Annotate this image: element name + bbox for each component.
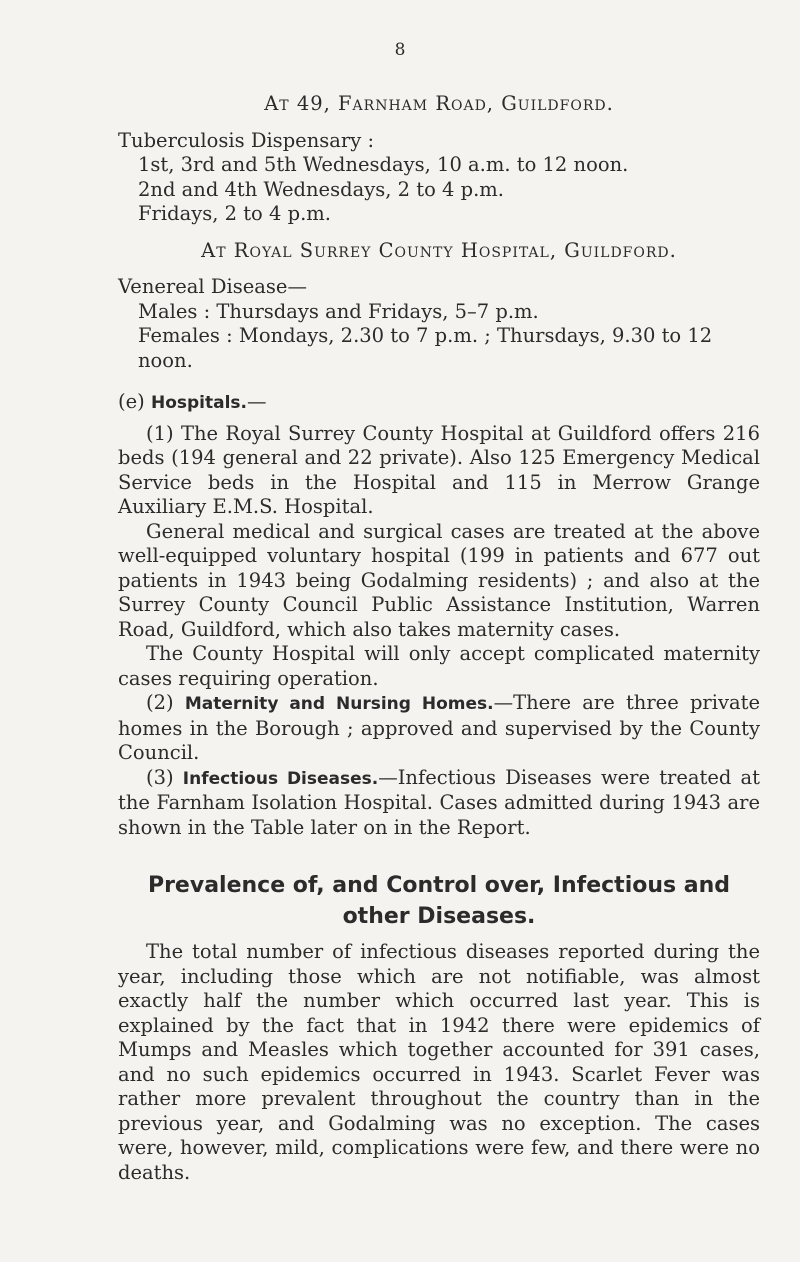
- dispensary-hours-line: 2nd and 4th Wednesdays, 2 to 4 p.m.: [138, 177, 504, 201]
- maternity-text: —There are three private homes in the Borough ; approved and supervised by the County Council.: [118, 691, 760, 764]
- vd-females-hours: Females : Mondays, 2.30 to 7 p.m. ; Thursdays, 9.30 to 12 noon.: [138, 324, 713, 372]
- dispensary-hours-line: Fridays, 2 to 4 p.m.: [138, 202, 331, 225]
- hospitals-dash: —: [247, 390, 267, 413]
- hospitals-title: Hospitals.: [150, 393, 247, 413]
- dispensary-hours-line: 1st, 3rd and 5th Wednesdays, 10 a.m. to 12 noon.: [138, 153, 629, 176]
- hospitals-prefix: (e): [118, 390, 145, 413]
- maternity-paragraph: [118, 691, 760, 766]
- infectious-title: Infectious Diseases.: [182, 768, 379, 789]
- infectious-paragraph: [118, 766, 760, 841]
- maternity-title: Maternity and Nursing Homes.: [184, 694, 494, 714]
- farnham-road-heading: At 49, Farnham Road, Guildford.: [264, 92, 614, 115]
- vd-label: Venereal Disease—: [118, 275, 307, 298]
- hospitals-paragraph-3: The County Hospital will only accept complicated maternity cases requiring operation.: [118, 642, 760, 690]
- document-body: [118, 92, 760, 1185]
- infectious-text: —Infectious Diseases were treated at the Farnham Isolation Hospital. Cases admitted during 1943 are shown in the Table later on in the Report.: [118, 765, 760, 839]
- hospitals-section-heading: [118, 390, 760, 416]
- vd-males-hours: Males : Thursdays and Fridays, 5–7 p.m.: [138, 299, 539, 323]
- page-number: 8: [394, 40, 406, 60]
- royal-surrey-heading: At Royal Surrey County Hospital, Guildford.: [201, 238, 677, 262]
- maternity-number: (2): [146, 691, 174, 714]
- dispensary-label: Tuberculosis Dispensary :: [118, 128, 375, 152]
- infectious-number: (3): [146, 765, 174, 789]
- prevalence-heading: Prevalence of, and Control over, Infectious and other Diseases.: [147, 873, 731, 929]
- hospitals-paragraph-1: (1) The Royal Surrey County Hospital at Guildford offers 216 beds (194 general and 22 private). Also 125 Emergency Medical Service beds in the Hospital and 115 in Merrow Grange Auxiliary E.M.S. Hospital.: [118, 421, 760, 518]
- prevalence-paragraph: The total number of infectious diseases reported during the year, including those which are not notifiable, was almost exactly half the number which occurred last year. This is explained by the fact that in 1942 there were epidemics of Mumps and Measles which together accounted for 391 cases, and no such epidemics occurred in 1943. Scarlet Fever was rather more prevalent throughout the country than in the previous year, and Godalming was no exception. The cases were, however, mild, complications were few, and there were no deaths.: [118, 940, 760, 1184]
- hospitals-paragraph-2: General medical and surgical cases are treated at the above well-equipped voluntary hospital (199 in patients and 677 out patients in 1943 being Godalming residents) ; and also at the Surrey County Council Public Assistance Institution, Warren Road, Guildford, which also takes maternity cases.: [118, 519, 760, 641]
